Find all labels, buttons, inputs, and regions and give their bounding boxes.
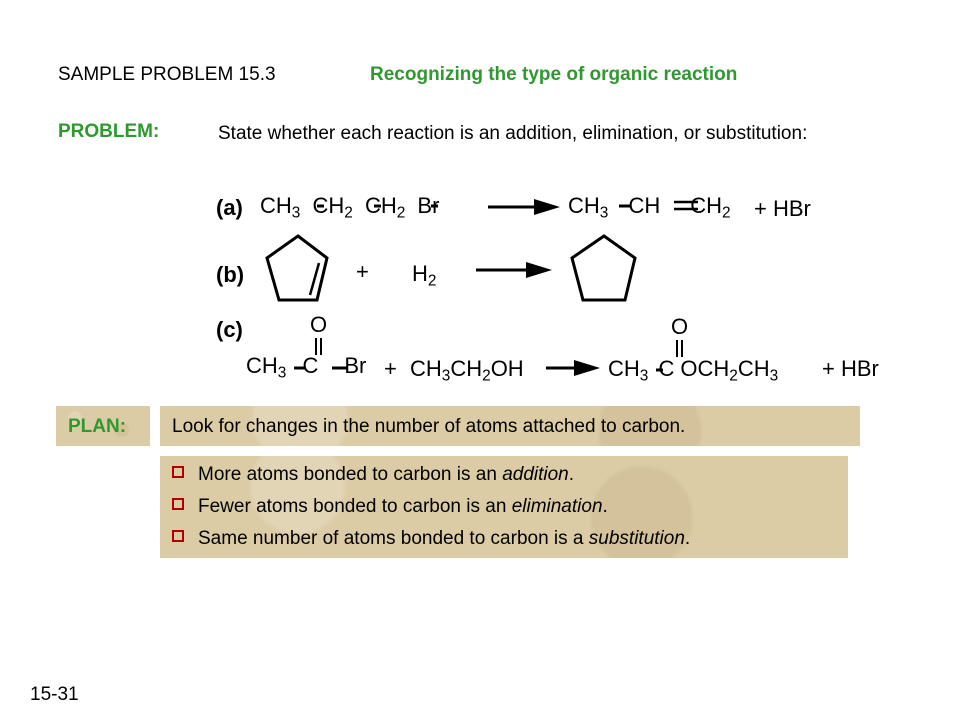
bullet-term: addition bbox=[502, 464, 569, 485]
arrow-a-head bbox=[534, 199, 560, 215]
reaction-a-label: (a) bbox=[216, 195, 243, 220]
bullet-tail: . bbox=[602, 496, 608, 517]
cyclopentene-double-bond bbox=[310, 263, 319, 295]
reaction-c-product: $CH_3$ C $OCH_2CH_3$ bbox=[608, 356, 779, 385]
plan-bullets-panel bbox=[160, 456, 848, 558]
plan-label: PLAN: bbox=[68, 416, 127, 437]
problem-topic: Recognizing the type of organic reaction bbox=[370, 64, 738, 85]
arrow-b-head bbox=[526, 262, 552, 278]
reaction-c-label: (c) bbox=[216, 317, 243, 342]
plan-text-panel bbox=[160, 406, 860, 446]
bullet-lead: Fewer atoms bonded to carbon is an bbox=[198, 496, 512, 517]
slide-number: 15-31 bbox=[30, 684, 79, 705]
reaction-a-byproduct: + HBr bbox=[754, 196, 811, 221]
reaction-c-reactant: $CH_3$ C Br bbox=[246, 353, 367, 382]
bullet-item-addition bbox=[172, 464, 574, 486]
bullet-lead: More atoms bonded to carbon is an bbox=[198, 464, 503, 485]
plan-text: Look for changes in the number of atoms attached to carbon. bbox=[172, 416, 686, 437]
reaction-c-plus: + bbox=[384, 356, 397, 381]
reaction-a-product: $CH_3$ CH $CH_2$ bbox=[568, 193, 731, 222]
reaction-c-reactant-oxygen: O bbox=[310, 312, 328, 337]
bullet-square-icon bbox=[172, 498, 184, 510]
bullet-item-elimination bbox=[172, 496, 608, 518]
sample-problem-title: SAMPLE PROBLEM 15.3 bbox=[58, 64, 276, 85]
bullet-item-substitution bbox=[172, 528, 690, 550]
arrow-c-head bbox=[574, 360, 600, 376]
reaction-a-reactant: $CH_3$ $CH_2$ $CH_2$ Br bbox=[260, 193, 440, 222]
cyclopentane-ring bbox=[572, 236, 635, 300]
bullet-square-icon bbox=[172, 530, 184, 542]
reaction-b-label: (b) bbox=[216, 262, 245, 287]
bullet-square-icon bbox=[172, 466, 184, 478]
reaction-c-byproduct: + HBr bbox=[822, 356, 879, 381]
reaction-b-plus: + bbox=[356, 259, 369, 284]
bullet-tail: . bbox=[568, 464, 575, 485]
bullet-tail: . bbox=[684, 528, 691, 549]
plan-label-panel bbox=[56, 406, 150, 446]
bullet-term: substitution bbox=[588, 528, 685, 549]
bullet-lead: Same number of atoms bonded to carbon is a bbox=[198, 528, 589, 549]
problem-statement: State whether each reaction is an addition, elimination, or substitution: bbox=[218, 123, 808, 144]
reaction-b-reagent: $H_2$ bbox=[412, 261, 437, 290]
bullet-term: elimination bbox=[511, 496, 603, 517]
reaction-c-reagent: $CH_3CH_2OH$ bbox=[410, 356, 524, 385]
reaction-c-product-oxygen: O bbox=[671, 314, 689, 339]
problem-label: PROBLEM: bbox=[58, 121, 160, 142]
